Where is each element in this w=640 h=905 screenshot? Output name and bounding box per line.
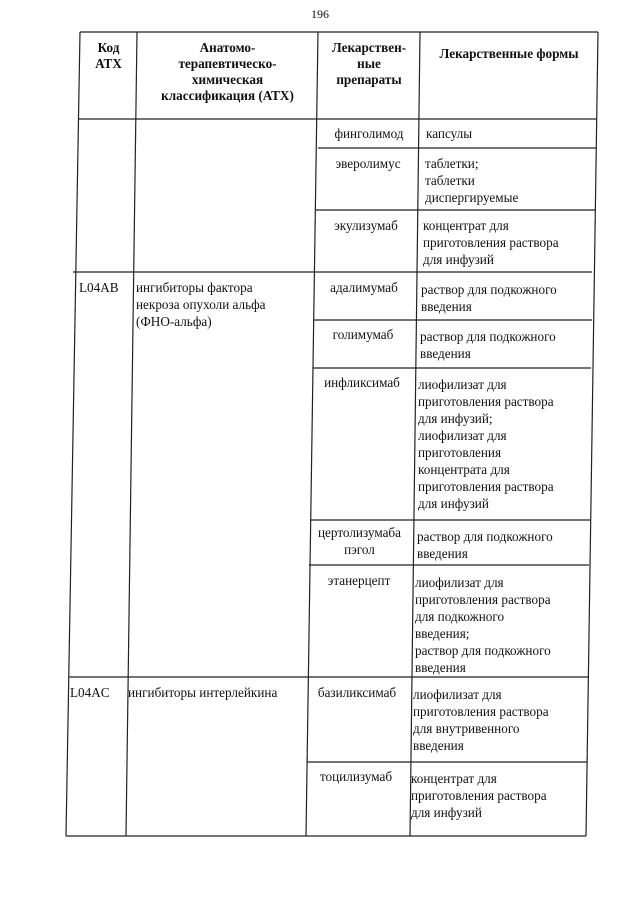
drug-name: эверолимус [335, 156, 401, 171]
col-divider-2 [306, 32, 318, 836]
drug-name: тоцилизумаб [319, 769, 393, 784]
dosage-form: раствор для подкожного введения [417, 529, 553, 561]
drug-name: адалимумаб [330, 280, 398, 295]
dosage-form: лиофилизат для приготовления раствора для подкожного введения; раствор для подкожного введения [415, 575, 551, 675]
dosage-form: капсулы [426, 126, 473, 141]
dosage-form: концентрат для приготовления раствора для инфузий [411, 771, 547, 820]
drug-name: голимумаб [332, 327, 394, 342]
drug-name: инфликсимаб [324, 375, 400, 390]
drug-name: базиликсимаб [317, 685, 397, 700]
header-drugs: Лекарствен- ные препараты [331, 40, 407, 87]
header-code: Код АТХ [95, 40, 122, 71]
atc-code: L04AB [79, 280, 119, 295]
dosage-form: раствор для подкожного введения [420, 329, 556, 361]
drug-name: финголимод [334, 126, 404, 141]
dosage-form: раствор для подкожного введения [421, 282, 557, 314]
drug-name: экулизумаб [334, 218, 398, 233]
dosage-form: концентрат для приготовления раствора для инфузий [423, 218, 559, 267]
atc-classification: ингибиторы фактора некроза опухоли альфа (ФНО-альфа) [136, 280, 266, 329]
drug-name: этанерцепт [327, 573, 391, 588]
atc-classification: ингибиторы интерлейкина [128, 685, 278, 700]
drug-name: цертолизумаба пэгол [317, 525, 401, 557]
dosage-form: лиофилизат для приготовления раствора для инфузий; лиофилизат для приготовления концентрата для приготовления раствора для инфузий [418, 377, 554, 511]
dosage-form: лиофилизат для приготовления раствора для внутривенного введения [413, 687, 549, 753]
col-divider-1 [126, 32, 137, 836]
table-border-left [66, 32, 80, 836]
atc-code: L04AC [70, 685, 110, 700]
header-classification: Анатомо- терапевтическо- химическая классификация (АТХ) [161, 40, 294, 103]
dosage-form: таблетки; таблетки диспергируемые [425, 156, 519, 205]
page-number: 196 [311, 7, 329, 21]
header-forms: Лекарственные формы [439, 46, 579, 61]
